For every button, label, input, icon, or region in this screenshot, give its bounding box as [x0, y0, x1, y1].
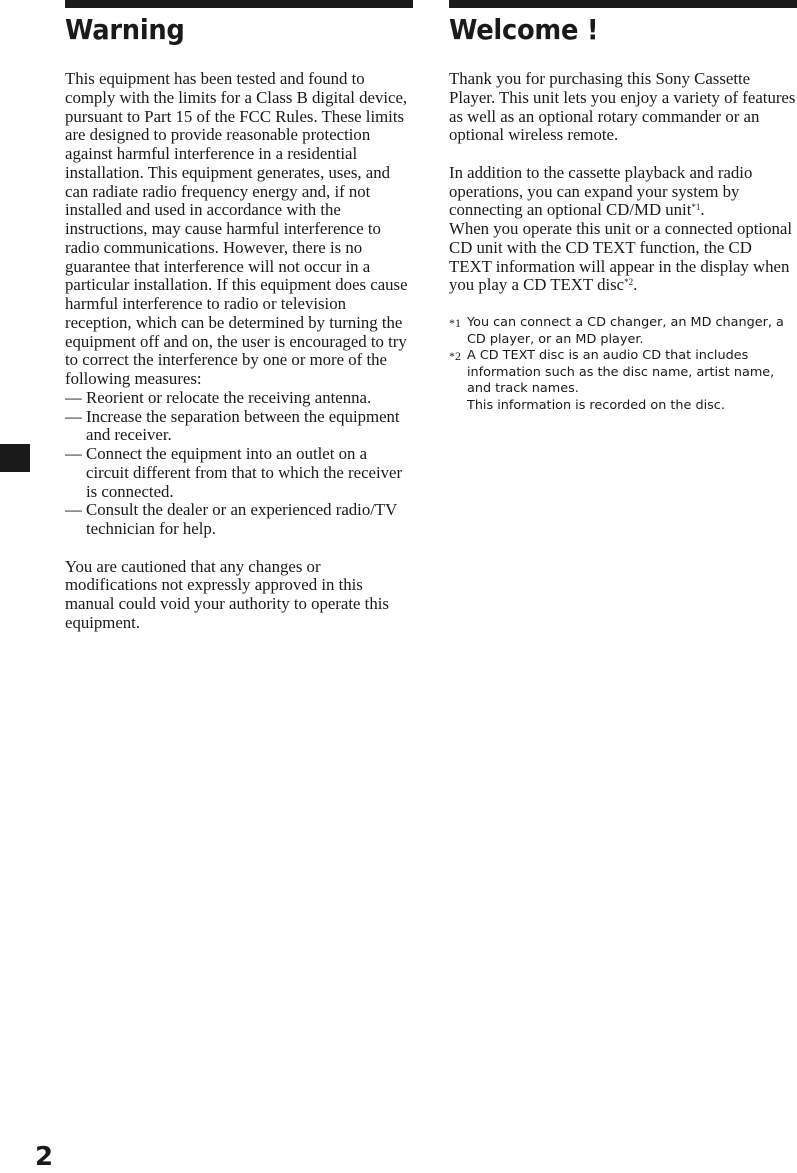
- footnote: [449, 315, 797, 348]
- page-number: 2: [35, 1142, 54, 1172]
- warning-paragraph: This equipment has been tested and found to comply with the limits for a Class B digital device, pursuant to Part 15 of the FCC Rules. These limits are designed to provide reasonable protection against harmful interference in a residential installation. This equipment generates, uses, and can radiate radio frequency energy and, if not installed and used in accordance with the instructions, may cause harmful interference to radio communications. However, there is no guarantee that interference will not occur in a particular installation. If this equipment does cause harmful interference to radio or television reception, which can be determined by turning the equipment off and on, the user is encouraged to try to correct the interference by one or more of the following measures:: [65, 69, 408, 388]
- footnote-extra: This information is recorded on the disc.: [467, 397, 725, 413]
- cd-text-paragraph: When you operate this unit or a connected optional CD unit with the CD TEXT function, the CD TEXT information will appear in the display when you play a CD TEXT disc$^{*2}$.: [449, 219, 792, 295]
- footnote-ref: *1: [691, 202, 701, 213]
- measure-item: [65, 501, 413, 539]
- measure-item: [65, 408, 413, 446]
- measure-text: Connect the equipment into an outlet on a circuit different from that to which the receiver is connected.: [86, 444, 403, 501]
- footnote: [449, 348, 797, 414]
- footnote-mark: *1: [449, 316, 461, 330]
- welcome-body: [449, 70, 797, 414]
- warning-body: [65, 70, 413, 633]
- dash-mark: —: [65, 500, 82, 520]
- warning-title: Warning: [65, 13, 185, 46]
- measure-text: Reorient or relocate the receiving antenna.: [86, 387, 372, 407]
- warning-section: [65, 0, 413, 633]
- section-rule: [449, 0, 797, 8]
- footnote-mark: *2: [449, 349, 461, 363]
- section-rule: [65, 0, 413, 8]
- measure-text: Increase the separation between the equipment and receiver.: [86, 406, 400, 445]
- dash-mark: —: [65, 387, 82, 407]
- section-tab-marker: [0, 444, 30, 472]
- dash-mark: —: [65, 406, 82, 426]
- expand-paragraph: In addition to the cassette playback and radio operations, you can expand your system by connecting an optional CD/MD unit$^{*1}$.: [449, 162, 753, 220]
- footnote-ref: *2: [624, 277, 634, 288]
- welcome-paragraph: Thank you for purchasing this Sony Cassette Player. This unit lets you enjoy a variety of features as well as an optional rotary commander or an optional wireless remote.: [449, 69, 796, 145]
- measure-text: Consult the dealer or an experienced radio/TV technician for help.: [86, 500, 397, 538]
- footnote-text: You can connect a CD changer, an MD changer, a CD player, or an MD player.: [467, 315, 784, 347]
- caution-paragraph: You are cautioned that any changes or modifications not expressly approved in this manual could void your authority to operate this equipment.: [65, 556, 389, 632]
- welcome-section: [449, 0, 797, 414]
- dash-mark: —: [65, 444, 82, 463]
- welcome-title: Welcome !: [449, 13, 599, 46]
- measure-item: [65, 445, 413, 501]
- measure-item: [65, 389, 413, 408]
- footnote-text: A CD TEXT disc is an audio CD that includes information such as the disc name, artist name, and track names.: [467, 348, 775, 396]
